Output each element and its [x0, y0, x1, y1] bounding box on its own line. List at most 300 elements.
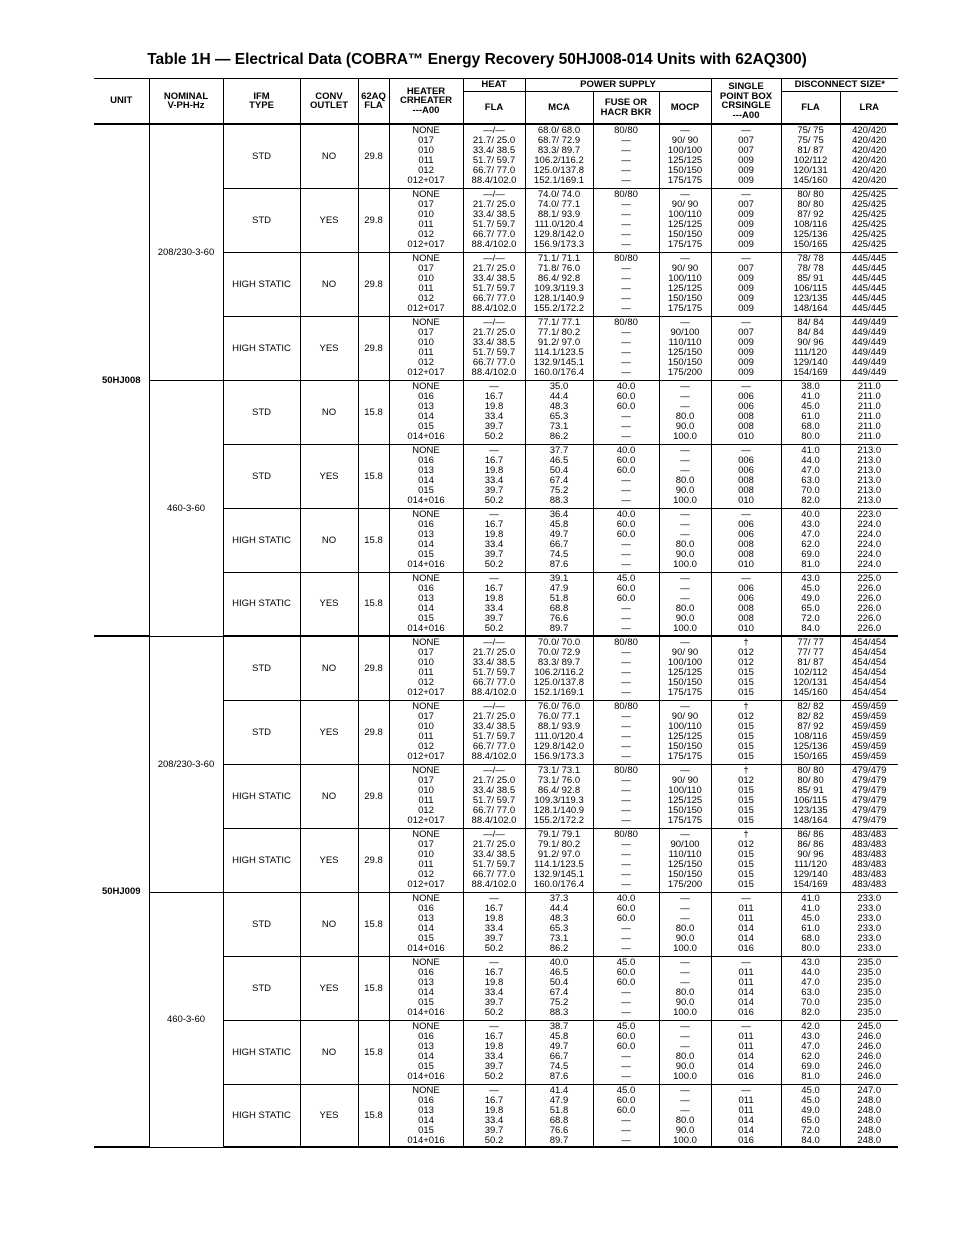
cell-line: 014 [738, 932, 754, 944]
cell-line: 154/169 [793, 878, 828, 890]
cell-line: 125/150 [667, 858, 703, 870]
cell-line: 007 [738, 326, 754, 338]
cell-line: 90/ 90 [671, 198, 699, 210]
cell-line: 90/ 90 [671, 774, 699, 786]
cell-line: 47.9 [549, 1094, 569, 1106]
cell-line: 012+017 [407, 814, 445, 826]
aq-fla-cell: 15.8 [358, 892, 389, 956]
cell-line: 45.8 [549, 1030, 569, 1042]
heater-cell [389, 764, 463, 828]
mocp-cell [659, 572, 711, 636]
heater-cell [389, 316, 463, 380]
cell-line: 83.3/ 89.7 [537, 657, 581, 668]
cell-line: 74.0/ 77.1 [537, 198, 581, 210]
cell-line: —/— [483, 125, 505, 136]
cell-line: 72.0 [801, 612, 820, 624]
cell-line: 016 [418, 902, 434, 914]
cell-line: 125/125 [667, 730, 703, 742]
cell-line: 80.0 [801, 430, 820, 442]
voltage-cell: 208/230-3-60 [149, 636, 223, 892]
cell-line: 014+016 [407, 622, 445, 634]
cell-line: 017 [418, 838, 434, 850]
cell-line: 86.4/ 92.8 [537, 272, 581, 284]
cell-line: — [680, 892, 690, 904]
cell-line: 010 [418, 657, 434, 668]
mca-cell [525, 316, 593, 380]
cell-line: 011 [738, 1040, 754, 1052]
cell-line: 224.0 [857, 548, 882, 560]
mocp-cell [659, 1020, 711, 1084]
cell-line: — [741, 380, 751, 392]
cell-line: 425/425 [852, 218, 887, 230]
cell-line: — [621, 262, 631, 274]
cell-line: † [743, 764, 749, 776]
cell-line: 82.0 [801, 494, 820, 506]
cell-line: 111/120 [794, 346, 827, 358]
cell-line: 60.0 [616, 400, 636, 412]
cell-line: 60.0 [616, 528, 636, 540]
cell-line: 74.5 [549, 1060, 569, 1072]
cell-line: 175/175 [667, 750, 703, 762]
ifm-type-cell: STD [223, 124, 300, 188]
cell-line: 87/ 92 [797, 208, 824, 220]
cell-line: 49.7 [549, 528, 569, 540]
header-heat-fla: FLA [463, 92, 525, 125]
cell-line: 010 [418, 336, 434, 348]
cell-line: 68.0/ 68.0 [537, 125, 581, 136]
lra-cell [840, 508, 898, 572]
cell-line: 016 [418, 966, 434, 978]
mca-cell [525, 1084, 593, 1147]
cell-line: 114.1/123.5 [534, 858, 584, 870]
cell-line: 012 [738, 657, 754, 668]
cell-line: † [743, 828, 749, 840]
cell-line: 425/425 [852, 208, 887, 220]
cell-line: 011 [418, 794, 434, 806]
cell-line: 012 [418, 165, 434, 176]
cell-line: 015 [418, 420, 434, 432]
cell-line: 015 [738, 784, 754, 796]
cell-line: — [680, 764, 690, 776]
cell-line: 100/100 [667, 657, 703, 668]
cell-line: — [621, 282, 631, 294]
cell-line: 449/449 [852, 356, 887, 368]
cell-line: 62.0 [801, 538, 820, 550]
header-line: CONV [315, 90, 343, 102]
cell-line: 211.0 [857, 410, 881, 422]
disconnect-fla-cell [781, 572, 840, 636]
cell-line: 16.7 [484, 390, 504, 402]
mocp-cell [659, 316, 711, 380]
lra-cell [840, 188, 898, 252]
lra-cell [840, 124, 898, 188]
ifm-type-cell: STD [223, 956, 300, 1020]
cell-line: 009 [738, 272, 754, 284]
cell-line: 73.1 [549, 420, 569, 432]
cell-line: — [621, 155, 631, 166]
mocp-cell [659, 828, 711, 892]
heater-cell [389, 1020, 463, 1084]
cell-line: 21.7/ 25.0 [472, 774, 516, 786]
cell-line: 015 [738, 848, 754, 860]
cell-line: 010 [418, 145, 434, 156]
fuse-cell [593, 444, 659, 508]
cell-line: — [621, 622, 631, 634]
mca-cell [525, 892, 593, 956]
cell-line: 65.3 [549, 410, 569, 422]
cell-line: 245.0 [857, 1020, 882, 1032]
cell-line: 123/135 [793, 292, 828, 304]
cell-line: 41.0 [801, 892, 820, 904]
cell-line: 449/449 [852, 346, 887, 358]
aq-fla-cell: 29.8 [358, 764, 389, 828]
cell-line: 246.0 [857, 1050, 882, 1062]
cell-line: NONE [412, 700, 440, 712]
cell-line: — [621, 198, 631, 210]
cell-line: 60.0 [616, 464, 636, 476]
cell-line: 015 [738, 687, 754, 698]
cell-line: 60.0 [616, 1094, 636, 1106]
cell-line: 016 [738, 1006, 754, 1018]
cell-line: 479/479 [852, 804, 887, 816]
header-power-supply: POWER SUPPLY [525, 79, 711, 92]
cell-line: 248.0 [857, 1104, 882, 1116]
cell-line: 010 [418, 848, 434, 860]
conv-outlet-cell: NO [300, 1020, 358, 1084]
cell-line: 211.0 [857, 420, 881, 432]
fuse-cell [593, 252, 659, 316]
cell-line: — [680, 316, 690, 328]
cell-line: 66.7/ 77.0 [472, 165, 516, 176]
cell-line: 40.0 [616, 508, 636, 520]
cell-line: 011 [738, 1030, 754, 1042]
cell-line: 47.0 [801, 528, 820, 540]
header-line: NOMINAL [163, 90, 209, 102]
cell-line: — [489, 1020, 499, 1032]
cell-line: 012 [418, 868, 434, 880]
cell-line: 016 [418, 390, 434, 402]
heater-cell [389, 636, 463, 700]
heater-cell [389, 828, 463, 892]
cell-line: 479/479 [852, 764, 887, 776]
cell-line: 012 [738, 774, 754, 786]
mca-cell [525, 444, 593, 508]
cell-line: 011 [418, 667, 434, 678]
cell-line: 012+017 [407, 366, 445, 378]
cell-line: — [621, 730, 631, 742]
cell-line: 445/445 [852, 282, 887, 294]
conv-outlet-cell: YES [300, 1084, 358, 1147]
cell-line: 51.7/ 59.7 [472, 155, 516, 166]
cell-line: 49.0 [801, 1104, 820, 1116]
heat-fla-cell [463, 124, 525, 188]
cell-line: 156.9/173.3 [533, 238, 585, 250]
cell-line: 010 [418, 208, 434, 220]
fuse-cell [593, 380, 659, 444]
cell-line: NONE [412, 316, 440, 328]
cell-line: 012 [418, 228, 434, 240]
cell-line: 483/483 [852, 848, 887, 860]
cell-line: NONE [412, 956, 440, 968]
cell-line: 19.8 [484, 400, 504, 412]
cell-line: 39.7 [484, 1060, 504, 1072]
cell-line: 014 [738, 986, 754, 998]
cell-line: 65.0 [801, 602, 820, 614]
cell-line: — [621, 942, 631, 954]
cell-line: 60.0 [616, 1030, 636, 1042]
cell-line: 017 [418, 647, 434, 658]
cell-line: 129/140 [793, 868, 828, 880]
cell-line: 459/459 [852, 710, 887, 722]
cell-line: 226.0 [857, 602, 882, 614]
cell-line: — [621, 794, 631, 806]
cell-line: 106/115 [793, 282, 828, 294]
cell-line: 66.7/ 77.0 [472, 740, 516, 752]
cell-line: 012 [738, 710, 754, 722]
cell-line: — [489, 508, 499, 520]
cell-line: 73.1/ 73.1 [537, 764, 581, 776]
cell-line: 425/425 [852, 238, 887, 250]
cell-line: 74.5 [549, 548, 569, 560]
cell-line: 106.2/116.2 [534, 155, 584, 166]
cell-line: 459/459 [852, 730, 887, 742]
cell-line: 160.0/176.4 [533, 878, 585, 890]
conv-outlet-cell: NO [300, 508, 358, 572]
cell-line: 233.0 [857, 902, 882, 914]
cell-line: 40.0 [616, 380, 636, 392]
cell-line: 008 [738, 420, 754, 432]
cell-line: 60.0 [616, 902, 636, 914]
lra-cell [840, 380, 898, 444]
cell-line: 016 [418, 582, 434, 594]
cell-line: 90.0 [675, 548, 695, 560]
cell-line: 125/136 [793, 228, 828, 240]
cell-line: NONE [412, 444, 440, 456]
cell-line: 69.0 [801, 1060, 820, 1072]
cell-line: 223.0 [857, 508, 882, 520]
cell-line: 014+016 [407, 942, 445, 954]
cell-line: 63.0 [801, 986, 820, 998]
cell-line: 47.0 [801, 1040, 820, 1052]
cell-line: 16.7 [484, 1030, 504, 1042]
cell-line: 013 [418, 912, 434, 924]
cell-line: 015 [418, 996, 434, 1008]
cell-line: 009 [738, 155, 754, 166]
cell-line: — [621, 838, 631, 850]
header-line: SINGLE [728, 81, 764, 92]
cell-line: 150/150 [667, 228, 703, 240]
cell-line: 70.0/ 70.0 [537, 637, 581, 648]
cell-line: 013 [418, 400, 434, 412]
cell-line: 014+016 [407, 1134, 445, 1146]
ifm-type-cell: HIGH STATIC [223, 764, 300, 828]
cell-line: 420/420 [852, 125, 887, 136]
fuse-cell [593, 892, 659, 956]
cell-line: 66.7/ 77.0 [472, 356, 516, 368]
cell-line: 483/483 [852, 838, 887, 850]
cell-line: 45.0 [801, 1094, 820, 1106]
cell-line: 012 [418, 740, 434, 752]
cell-line: 145/160 [793, 687, 828, 698]
cell-line: 33.4/ 38.5 [472, 336, 516, 348]
cell-line: 015 [738, 858, 754, 870]
cell-line: 63.0 [801, 474, 820, 486]
cell-line: 46.5 [549, 454, 569, 466]
cell-line: NONE [412, 637, 440, 648]
heat-fla-cell [463, 892, 525, 956]
cell-line: — [621, 996, 631, 1008]
cell-line: 015 [418, 612, 434, 624]
cell-line: — [621, 238, 631, 250]
heater-cell [389, 700, 463, 764]
cell-line: 39.7 [484, 996, 504, 1008]
cell-line: — [621, 336, 631, 348]
cell-line: 37.3 [549, 892, 569, 904]
cell-line: —/— [483, 316, 505, 328]
cell-line: — [621, 1134, 631, 1146]
cell-line: — [621, 986, 631, 998]
cell-line: 33.4 [484, 602, 504, 614]
cell-line: 014+016 [407, 430, 445, 442]
cell-line: 48.3 [549, 912, 569, 924]
cell-line: 76.0/ 76.0 [537, 700, 581, 712]
cell-line: 125.0/137.8 [533, 677, 585, 688]
cell-line: 68.0 [801, 932, 820, 944]
cell-line: 88.1/ 93.9 [537, 208, 581, 220]
mocp-cell [659, 1084, 711, 1147]
aq-fla-cell: 15.8 [358, 380, 389, 444]
cell-line: 213.0 [857, 464, 882, 476]
cell-line: 224.0 [857, 538, 882, 550]
cell-line: —/— [483, 764, 505, 776]
cell-line: 84/ 84 [797, 326, 824, 338]
cell-line: 015 [738, 740, 754, 752]
cell-line: — [621, 474, 631, 486]
aq-fla-cell: 29.8 [358, 316, 389, 380]
cell-line: 120/131 [793, 677, 828, 688]
header-mocp: MOCP [659, 92, 711, 125]
disconnect-fla-cell [781, 508, 840, 572]
cell-line: 016 [418, 518, 434, 530]
conv-outlet-cell: YES [300, 956, 358, 1020]
cell-line: 39.7 [484, 612, 504, 624]
cell-line: NONE [412, 764, 440, 776]
cell-line: 009 [738, 366, 754, 378]
heat-fla-cell [463, 508, 525, 572]
ifm-type-cell: HIGH STATIC [223, 316, 300, 380]
cell-line: 016 [418, 1030, 434, 1042]
cell-line: 017 [418, 135, 434, 146]
cell-line: — [680, 390, 690, 402]
cell-line: — [621, 420, 631, 432]
mca-cell [525, 252, 593, 316]
cell-line: 248.0 [857, 1094, 882, 1106]
cell-line: 248.0 [857, 1124, 882, 1136]
cell-line: 89.7 [549, 622, 569, 634]
cell-line: — [621, 1006, 631, 1018]
aq-fla-cell: 15.8 [358, 956, 389, 1020]
cell-line: 81/ 87 [797, 145, 824, 156]
cell-line: 152.1/169.1 [533, 687, 585, 698]
cell-line: 33.4/ 38.5 [472, 272, 516, 284]
cell-line: 128.1/140.9 [533, 804, 585, 816]
cell-line: — [680, 966, 690, 978]
cell-line: 51.7/ 59.7 [472, 794, 516, 806]
cell-line: 80.0 [675, 410, 695, 422]
cell-line: 106/115 [793, 794, 828, 806]
cell-line: — [680, 400, 690, 412]
cell-line: 51.7/ 59.7 [472, 730, 516, 742]
cell-line: 100.0 [673, 558, 697, 570]
cell-line: 235.0 [857, 986, 882, 998]
disconnect-fla-cell [781, 1020, 840, 1084]
cell-line: 61.0 [801, 410, 820, 422]
cell-line: 90/ 96 [797, 336, 824, 348]
cell-line: 33.4 [484, 986, 504, 998]
mca-cell [525, 380, 593, 444]
cell-line: 454/454 [852, 657, 887, 668]
heat-fla-cell [463, 188, 525, 252]
cell-line: — [680, 518, 690, 530]
heat-fla-cell [463, 1084, 525, 1147]
cell-line: 213.0 [857, 474, 882, 486]
cell-line: — [621, 430, 631, 442]
disconnect-fla-cell [781, 828, 840, 892]
cell-line: 75.2 [549, 484, 569, 496]
aq-fla-cell: 29.8 [358, 700, 389, 764]
cell-line: 109.3/119.3 [534, 794, 584, 806]
cell-line: 226.0 [857, 622, 882, 634]
header-line: 62AQ [361, 90, 386, 102]
ifm-type-cell: STD [223, 380, 300, 444]
cell-line: 100.0 [673, 494, 697, 506]
cell-line: 80.0 [675, 986, 695, 998]
cell-line: — [741, 1020, 751, 1032]
cell-line: 16.7 [484, 518, 504, 530]
cell-line: 40.0 [549, 956, 569, 968]
cell-line: 449/449 [852, 336, 887, 348]
cell-line: — [680, 464, 690, 476]
cell-line: 39.7 [484, 932, 504, 944]
cell-line: 420/420 [852, 145, 887, 156]
cell-line: 100.0 [673, 1134, 697, 1146]
cell-line: 16.7 [484, 966, 504, 978]
cell-line: 90/ 90 [671, 647, 699, 658]
header-line: V-PH-Hz [167, 100, 205, 111]
cell-line: 60.0 [616, 390, 636, 402]
ifm-type-cell: HIGH STATIC [223, 828, 300, 892]
cell-line: 19.8 [484, 592, 504, 604]
cell-line: 014 [738, 996, 754, 1008]
cell-line: 19.8 [484, 1040, 504, 1052]
cell-line: 19.8 [484, 912, 504, 924]
cell-line: — [621, 1114, 631, 1126]
cell-line: 87.6 [549, 1070, 569, 1082]
cell-line: 125.0/137.8 [533, 165, 585, 176]
cell-line: 60.0 [616, 454, 636, 466]
cell-line: 009 [738, 228, 754, 240]
cell-line: 77.1/ 77.1 [537, 316, 581, 328]
cell-line: — [680, 582, 690, 594]
cell-line: 60.0 [616, 976, 636, 988]
cell-line: 100/100 [667, 145, 703, 156]
cell-line: 86/ 86 [797, 828, 824, 840]
header-line: HACR BKR [600, 106, 652, 118]
cell-line: 67.4 [549, 474, 569, 486]
cell-line: 40.0 [616, 444, 636, 456]
cell-line: 226.0 [857, 612, 882, 624]
cell-line: NONE [412, 125, 440, 136]
